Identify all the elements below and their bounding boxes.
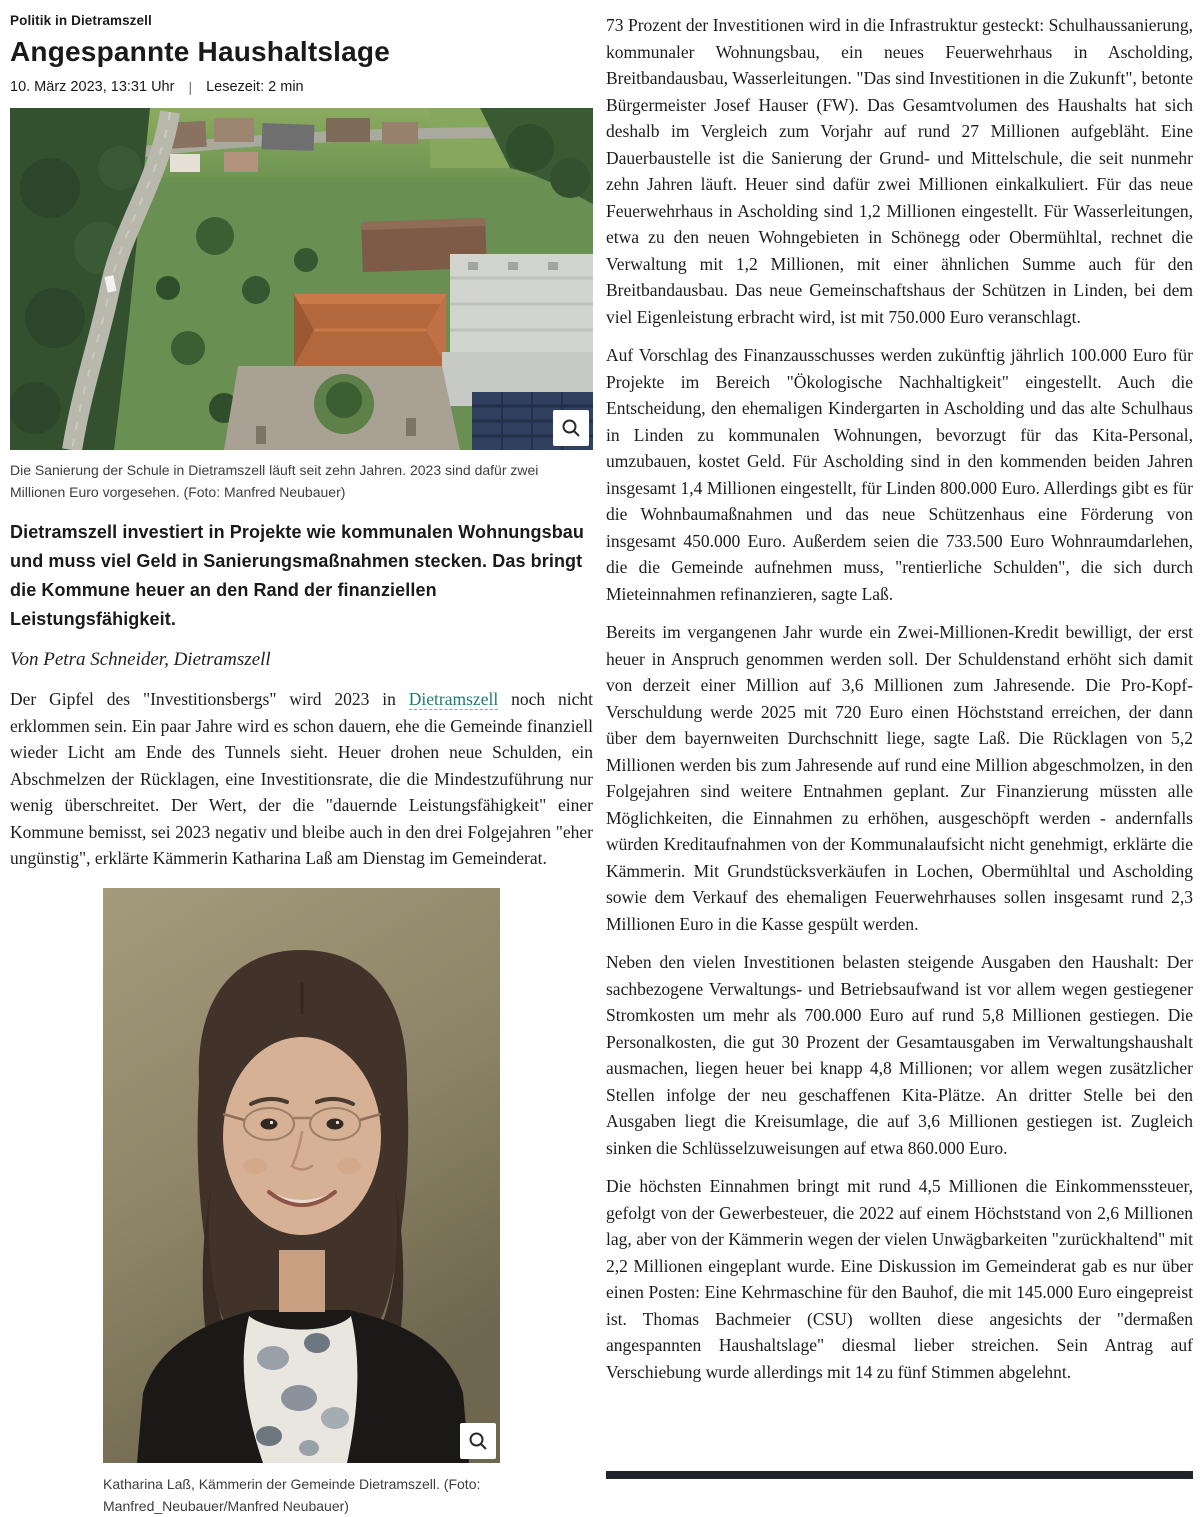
meta-separator: |: [188, 79, 193, 95]
kicker: Politik in Dietramszell: [10, 13, 152, 28]
orange-roof-building: [294, 294, 446, 366]
page-title: Angespannte Haushaltslage: [10, 36, 390, 67]
portrait-photo-illustration: [103, 888, 500, 1463]
publish-date: 10. März 2023, 13:31 Uhr: [10, 79, 175, 95]
body-paragraph: Auf Vorschlag des Finanzausschusses werden zukünftig jährlich 100.000 Euro für Projekte im Bereich "Ökologische Nachhaltigkeit" eingestellt. Auch die Entscheidung, den ehemaligen Kindergarten in Ascholding und das alte Schulhaus in Linden zu kommunalen Wohnungen, bevorzugt für das Kita-Personal, umzubauen, kostet Geld. Für Ascholding sind in den kommenden beiden Jahren insgesamt 1,4 Millionen eingestellt, für Linden 800.000 Euro. Allerdings gibt es für die Wohnbaumaßnahmen und das neue Schützenhaus eine Förderung von insgesamt 450.000 Euro. Außerdem seien die 733.500 Euro Wohnraumdarlehen, die die Gemeinde aufnehmen muss, "rentierliche Schulden", die sich durch Mieteinnahmen refinanzieren, sagte Laß.: [606, 345, 1193, 604]
image-zoom-button[interactable]: [460, 1423, 496, 1459]
paragraph-text: noch nicht erklommen sein. Ein paar Jahre wird es schon dauern, ehe die Gemeinde finanziell wieder Licht am Ende des Tunnels sieht. Heuer drohen neue Schulden, ein Abschmelzen der Rücklagen, eine Investitionsrate, die die Mindestzuführung nur wenig überschreitet. Der Wert, der die "dauernde Leistungsfähigkeit" einer Kommune bemisst, sei 2023 negativ und bleibe auch in den drei Folgejahren "eher ungünstig", erklärte Kämmerin Katharina Laß am Dienstag im Gemeinderat.: [10, 689, 593, 868]
magnifier-icon: [467, 1430, 489, 1452]
body-paragraph: 73 Prozent der Investitionen wird in die Infrastruktur gesteckt: Schulhaussanierung, kommunaler Wohnungsbau, ein neues Feuerwehrhaus in Ascholding, Breitbandausbau, Wasserleitungen. "Das sind Investitionen in die Zukunft", betonte Bürgermeister Josef Hauser (FW). Das Gesamtvolumen des Haushalts hat sich deshalb im Vergleich zum Vorjahr auf rund 27 Millionen aufgebläht. Eine Dauerbaustelle ist die Sanierung der Grund- und Mittelschule, die seit nunmehr zehn Jahren läuft. Heuer sind dafür zwei Millionen einkalkuliert. Für das neue Feuerwehrhaus in Ascholding sind 1,2 Millionen eingestellt. Für Wasserleitungen, etwa zu den neuen Wohngebieten in Schönegg oder Obermühltal, rechnet die Verwaltung mit 1,2 Millionen, mit einer ähnlichen Summe auch für den Breitbandausbau. Das neue Gemeinschaftshaus der Schützen in Linden, bei dem viel Eigenleistung erbracht wird, ist mit 750.000 Euro veranschlagt.: [606, 15, 1193, 327]
hero-caption: Die Sanierung der Schule in Dietramszell läuft seit zehn Jahren. 2023 sind dafür zwei Millionen Euro vorgesehen. (Foto: Manfred Neubauer): [10, 462, 539, 500]
image-zoom-button[interactable]: [553, 410, 589, 446]
reading-time: Lesezeit: 2 min: [206, 79, 304, 95]
hero-image-aerial-school[interactable]: [10, 108, 593, 450]
article-left-column: [10, 10, 593, 1514]
next-content-cutoff-bar: [606, 1471, 1193, 1479]
byline: Von Petra Schneider, Dietramszell: [10, 649, 271, 670]
portrait-caption: Katharina Laß, Kämmerin der Gemeinde Dietramszell. (Foto: Manfred_Neubauer/Manfred Neubauer): [103, 1475, 481, 1514]
article-right-column: [606, 10, 1193, 1479]
magnifier-icon: [560, 417, 582, 439]
portrait-image-katharina-lass[interactable]: [103, 888, 500, 1463]
article-meta: [10, 79, 593, 95]
article-lede: Dietramszell investiert in Projekte wie kommunalen Wohnungsbau und muss viel Geld in Sanierungsmaßnahmen stecken. Das bringt die Kommune heuer an den Rand der finanziellen Leistungsfähigkeit.: [10, 522, 584, 629]
dietramszell-link[interactable]: Dietramszell: [408, 689, 499, 709]
paragraph-text: Der Gipfel des "Investitionsbergs" wird 2023 in: [10, 689, 409, 709]
body-paragraph-left: [10, 686, 593, 872]
body-paragraph: Die höchsten Einnahmen bringt mit rund 4,5 Millionen die Einkommenssteuer, gefolgt von der Gewerbesteuer, die 2022 auf einem Höchststand von 2,6 Millionen lag, aber von der Kämmerin wegen der vielen Unwägbarkeiten "zurückhaltend" mit 2,2 Millionen eingeplant wurde. Eine Diskussion im Gemeinderat gab es nur über einen Posten: Eine Kehrmaschine für den Bauhof, die mit 145.000 Euro eingepreist ist. Thomas Bachmeier (CSU) wollten diese angesichts der "dermaßen angespannten Haushaltslage" diesmal lieber streichen. Sein Antrag auf Verschiebung wurde allerdings mit 14 zu fünf Stimmen abgelehnt.: [606, 1176, 1193, 1382]
white-roof-building: [450, 254, 593, 352]
body-paragraph: Neben den vielen Investitionen belasten steigende Ausgaben den Haushalt: Der sachbezogene Verwaltungs- und Betriebsaufwand ist vor allem wegen gestiegener Stromkosten um mehr als 700.000 Euro auf rund 5,8 Millionen gestiegen. Die Personalkosten, die gut 30 Prozent der Gesamtausgaben im Verwaltungshaushalt ausmachen, liegen heuer bei knapp 4,8 Millionen; vor allem wegen zusätzlicher Stellen infolge der neu geschaffenen Kita-Plätze. An dritter Stelle bei den Ausgaben liegt die Kreisumlage, die auf 3,6 Millionen gestiegen ist. Zugleich sinken die Schlüsselzuweisungen auf etwa 860.000 Euro.: [606, 952, 1193, 1158]
body-paragraph: Bereits im vergangenen Jahr wurde ein Zwei-Millionen-Kredit bewilligt, der erst heuer in Anspruch genommen werden soll. Der Schuldenstand erhöht sich damit von derzeit einer Million auf 3,6 Millionen zum Jahresende. Die Pro-Kopf-Verschuldung werde 2025 mit 720 Euro einen Höchststand erreichen, der dann über dem bayernweiten Durchschnitt liege, sagte Laß. Die Rücklagen von 5,2 Millionen werden bis zum Jahresende auf rund eine Million abgeschmolzen, in den Folgejahren sind weitere Entnahmen geplant. Zur Finanzierung müssten alle Möglichkeiten, die Einnahmen zu erhöhen, ausgeschöpft werden - andernfalls würden Kreditaufnahmen von der Kommunalaufsicht nicht genehmigt, erklärte die Kämmerin. Mit Grundstücksverkäufen in Lochen, Obermühltal und Ascholding sowie dem Verkauf des ehemaligen Feuerwehrhauses sollen insgesamt rund 2,3 Millionen Euro in die Kasse gespült werden.: [606, 622, 1193, 934]
aerial-photo-illustration: [10, 108, 593, 450]
